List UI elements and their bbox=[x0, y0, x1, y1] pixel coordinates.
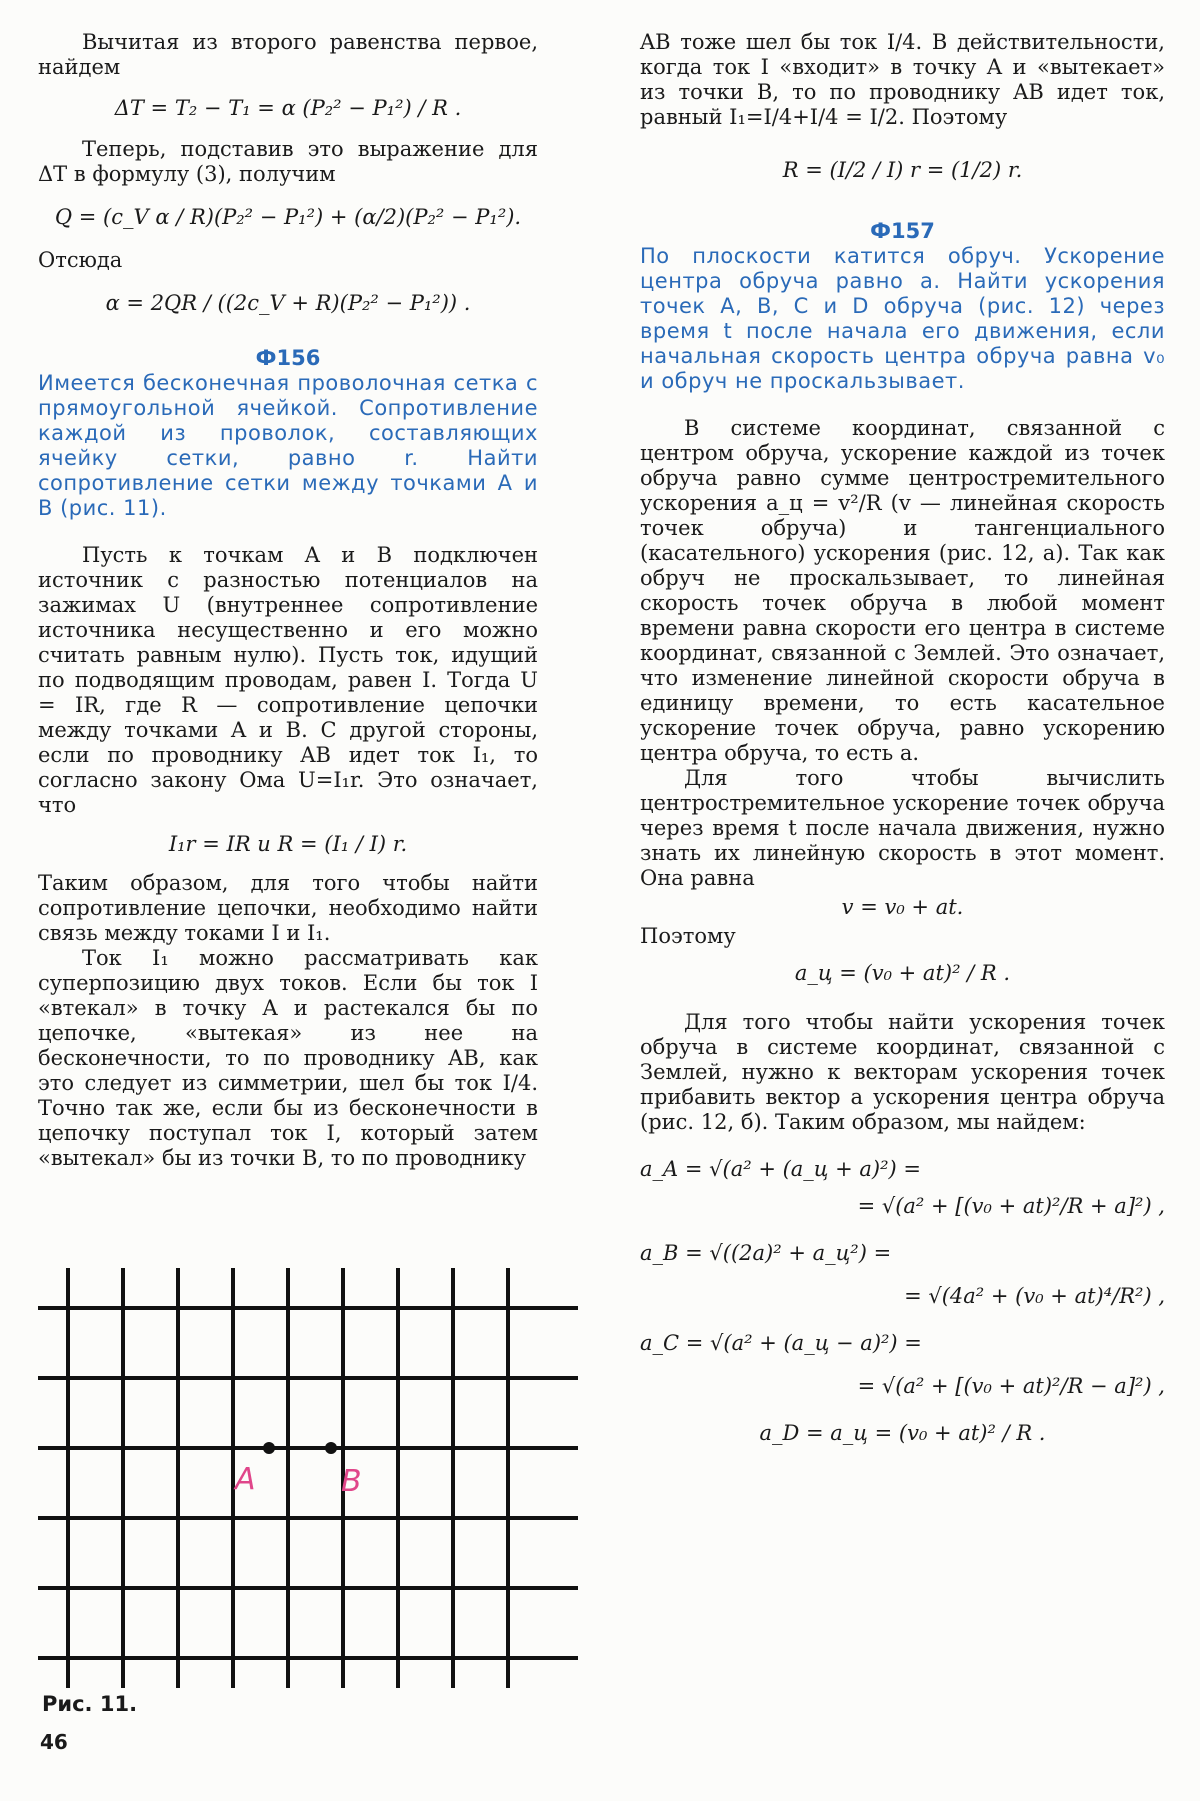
wire-grid-figure bbox=[38, 1268, 578, 1688]
equation: a_D = a_ц = (v₀ + at)² / R . bbox=[759, 1421, 1046, 1445]
node-a-label: A bbox=[235, 1462, 256, 1497]
problem-statement: По плоскости катится обруч. Ускорение центра обруча равно a. Найти ускорения точек A, B, C и D обруча (рис. 12) через время t после начала его движения, если начальная скорость центра обруча равна v₀ и обруч не проскальзывает. bbox=[640, 244, 1165, 393]
node-b-dot bbox=[325, 1442, 337, 1454]
paragraph: Таким образом, для того чтобы найти сопротивление цепочки, необходимо найти связь между токами I и I₁. bbox=[38, 871, 538, 945]
paragraph: Пусть к точкам A и B подключен источник с разностью потенциалов на зажимах U (внутреннее сопротивление источника несущественно и его можно считать равным нулю). Пусть ток, идущий по подводящим проводам, равен I. Тогда U = IR, где R — сопротивление цепочки между точками A и B. С другой стороны, если по проводнику AB идет ток I₁, то согласно закону Ома U=I₁r. Это означает, что bbox=[38, 543, 538, 817]
equation: v = v₀ + at. bbox=[841, 895, 964, 919]
grid-lines bbox=[38, 1268, 578, 1688]
figure-caption: Рис. 11. bbox=[42, 1692, 138, 1716]
equation: = √(4a² + (v₀ + at)⁴/R²) , bbox=[904, 1284, 1165, 1308]
equation: ΔT = T₂ − T₁ = α (P₂² − P₁²) / R . bbox=[114, 96, 462, 120]
equation: I₁r = IR и R = (I₁ / I) r. bbox=[168, 832, 408, 856]
node-b-label: B bbox=[341, 1464, 362, 1499]
paragraph: Поэтому bbox=[640, 924, 736, 948]
paragraph: В системе координат, связанной с центром обруча, ускорение каждой из точек обруча равно сумме центростремительного ускорения a_ц = v²/R (v — линейная скорость точек обруча) и тангенциального (касательного) ускорения (рис. 12, а). Так как обруч не проскальзывает, то линейная скорость точек обруча в любой момент времени равна скорости его центра в системе координат, связанной с Землей. Это означает, что изменение линейной скорости обруча в единицу времени, то есть касательное ускорение точек обруча, равно ускорению центра обруча, то есть a. bbox=[640, 416, 1165, 765]
equation: a_ц = (v₀ + at)² / R . bbox=[794, 961, 1011, 985]
paragraph: AB тоже шел бы ток I/4. В действительности, когда ток I «входит» в точку A и «вытекает» из точки B, то по проводнику AB идет ток, равный I₁=I/4+I/4 = I/2. Поэтому bbox=[640, 30, 1165, 129]
paragraph: Для того чтобы вычислить центростремительное ускорение точек обруча через время t после начала движения, нужно знать их линейную скорость в этот момент. Она равна bbox=[640, 766, 1165, 890]
right-column bbox=[640, 30, 1165, 1458]
node-a-dot bbox=[263, 1442, 275, 1454]
problem-heading: Ф156 bbox=[255, 346, 321, 370]
equation: R = (I/2 / I) r = (1/2) r. bbox=[782, 158, 1023, 182]
paragraph: Для того чтобы найти ускорения точек обруча в системе координат, связанной с Землей, нужно к векторам ускорения точек прибавить вектор a ускорения центра обруча (рис. 12, б). Таким образом, мы найдем: bbox=[640, 1010, 1165, 1134]
equation: = √(a² + [(v₀ + at)²/R + a]²) , bbox=[857, 1194, 1165, 1218]
problem-statement: Имеется бесконечная проволочная сетка с прямоугольной ячейкой. Сопротивление каждой из проволок, составляющих ячейку сетки, равно r. Найти сопротивление сетки между точками A и B (рис. 11). bbox=[38, 371, 538, 520]
equation: a_C = √(a² + (a_ц − a)²) = bbox=[640, 1331, 922, 1355]
page-number: 46 bbox=[40, 1730, 68, 1754]
paragraph: Ток I₁ можно рассматривать как суперпозицию двух токов. Если бы ток I «втекал» в точку A и растекался бы по цепочке, «вытекая» из нее на бесконечности, то по проводнику AB, как это следует из симметрии, шел бы ток I/4. Точно так же, если бы из бесконечности в цепочку поступал ток I, который затем «вытекал» бы из точки B, то по проводнику bbox=[38, 946, 538, 1170]
paragraph: Вычитая из второго равенства первое, найдем bbox=[38, 30, 538, 79]
equation: a_B = √((2a)² + a_ц²) = bbox=[640, 1241, 892, 1265]
equation: α = 2QR / ((2c_V + R)(P₂² − P₁²)) . bbox=[105, 291, 471, 315]
paragraph: Теперь, подставив это выражение для ΔT в формулу (3), получим bbox=[38, 137, 538, 186]
equation: = √(a² + [(v₀ + at)²/R − a]²) , bbox=[857, 1374, 1165, 1398]
left-column bbox=[38, 30, 538, 1171]
problem-heading: Ф157 bbox=[870, 219, 935, 243]
equation: Q = (c_V α / R)(P₂² − P₁²) + (α/2)(P₂² − P₁²). bbox=[54, 205, 522, 229]
equation: a_A = √(a² + (a_ц + a)²) = bbox=[640, 1157, 921, 1181]
paragraph: Отсюда bbox=[38, 248, 123, 272]
